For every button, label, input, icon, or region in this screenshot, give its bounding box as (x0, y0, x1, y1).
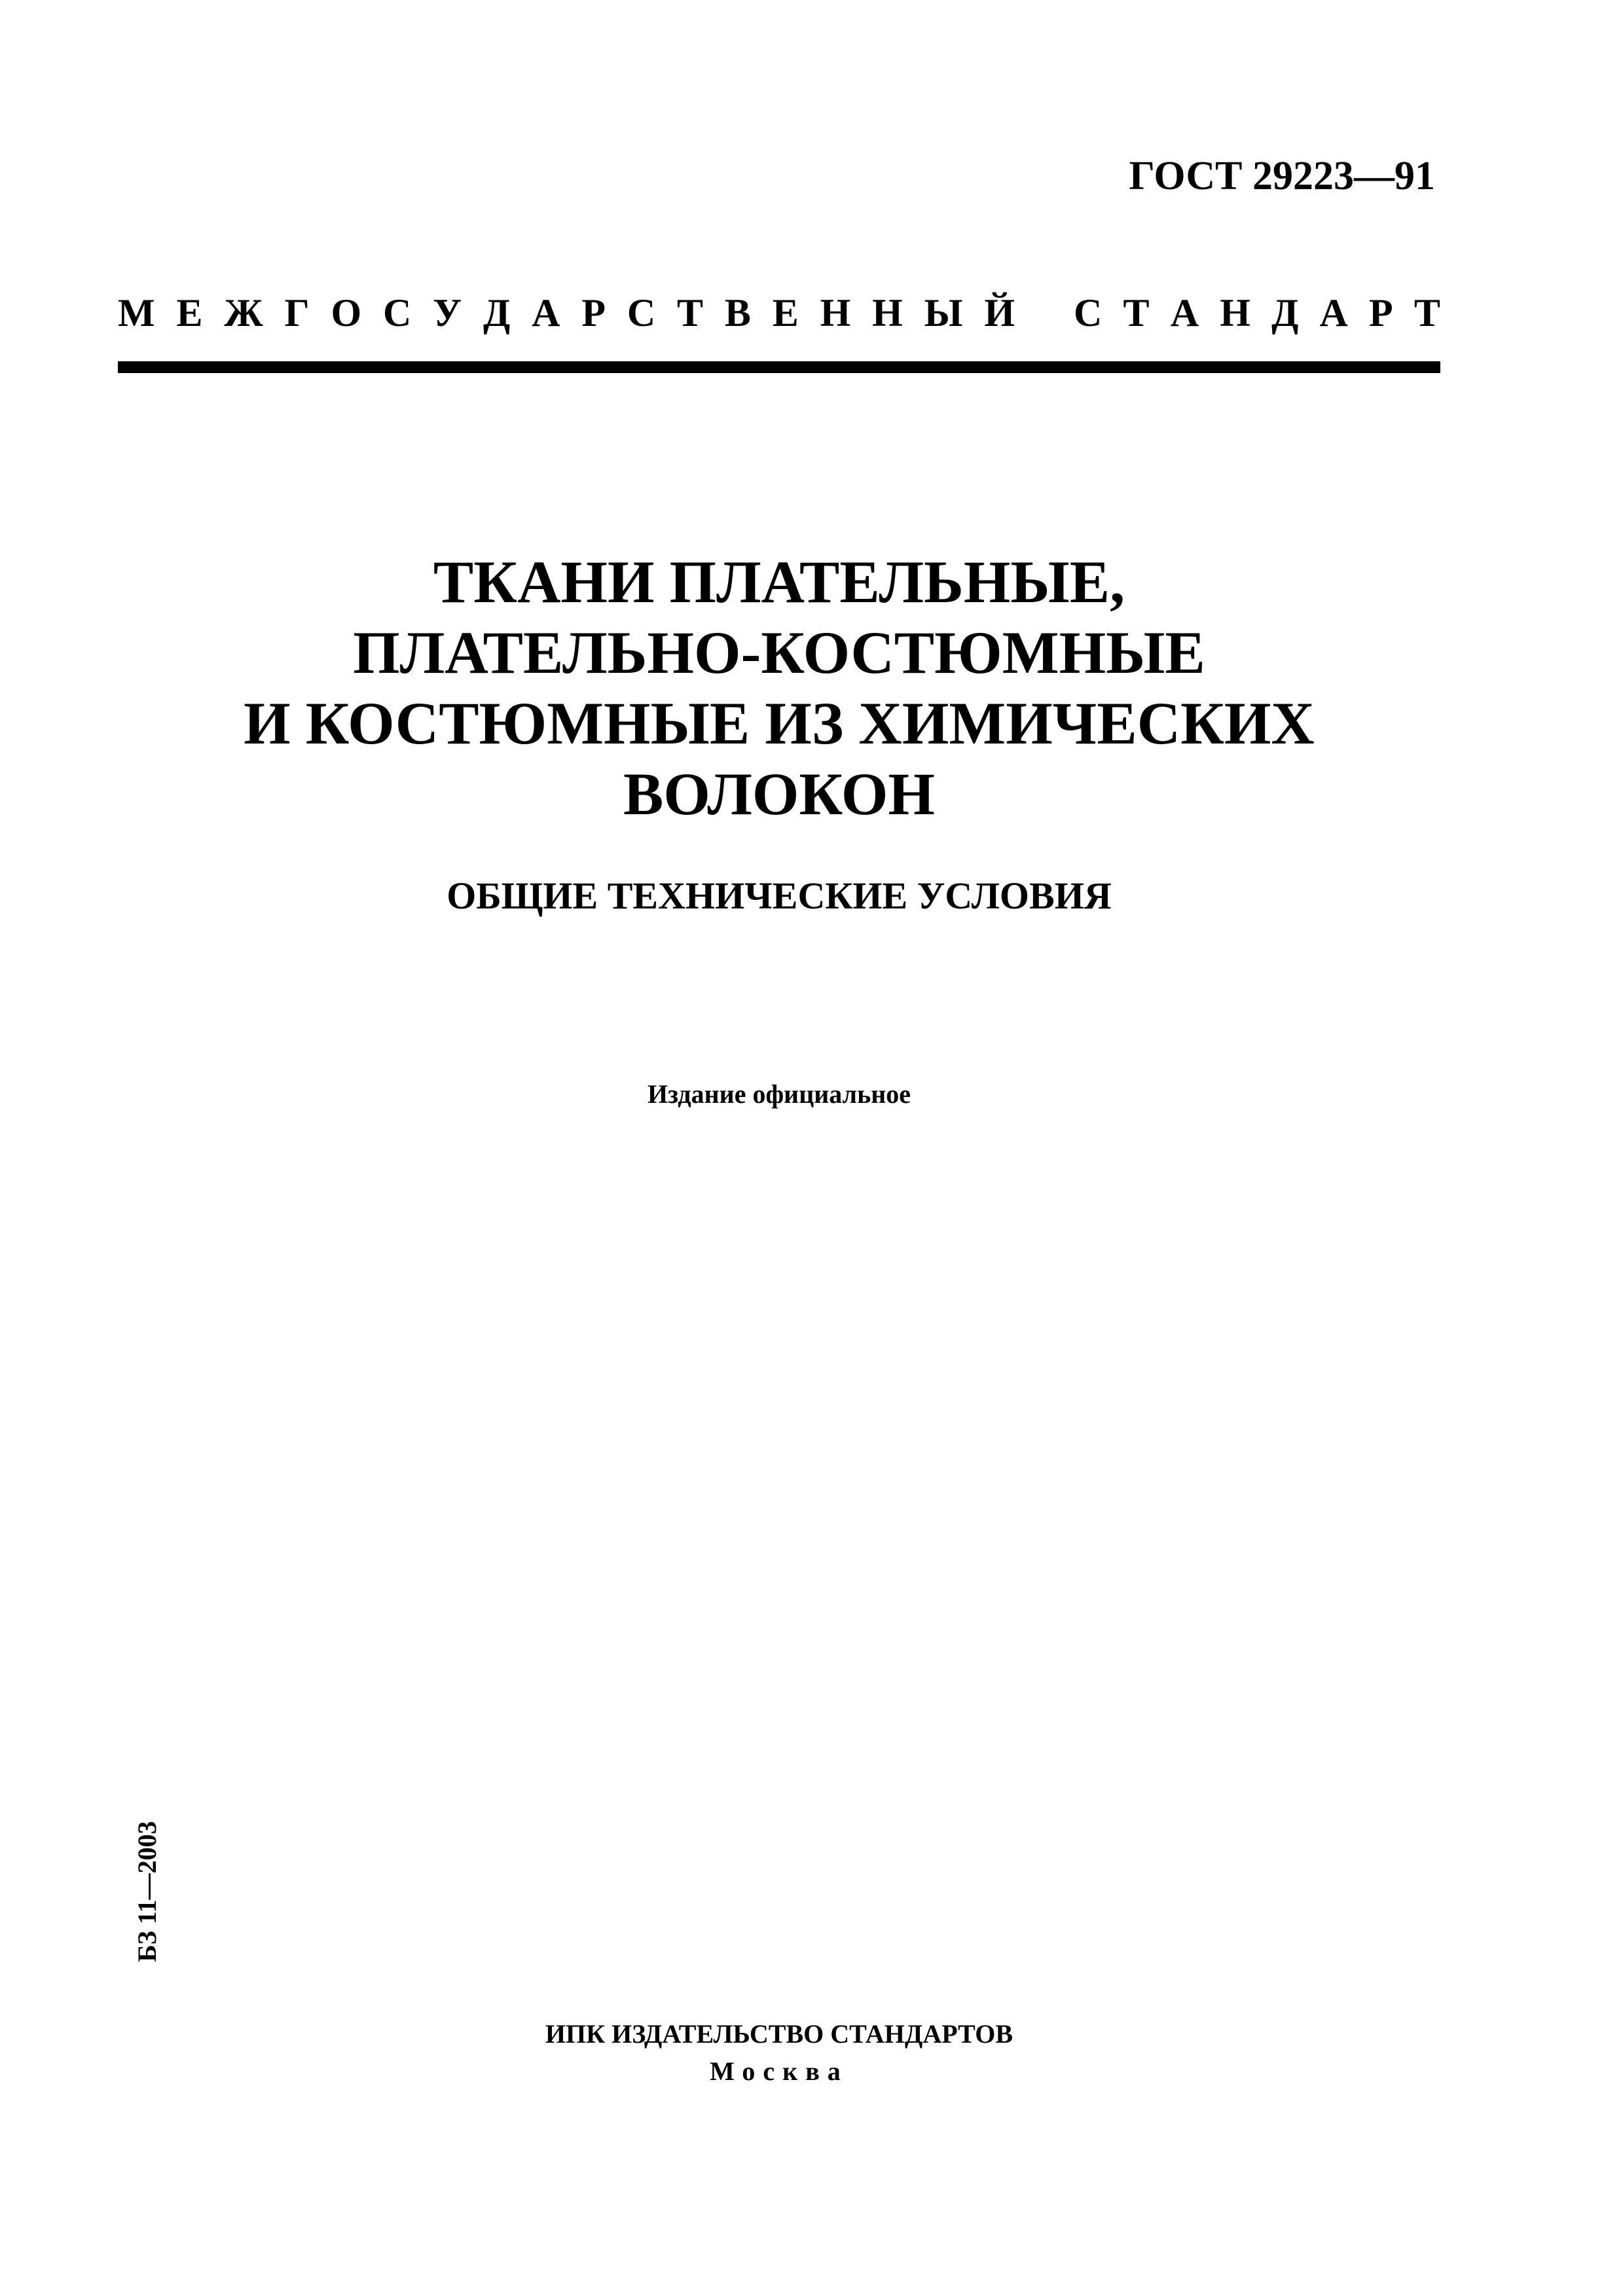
category-letter: М (118, 291, 155, 334)
category-letter: Т (1123, 291, 1150, 334)
category-letter: Р (581, 291, 606, 334)
category-letter: Д (1271, 291, 1299, 334)
publisher-name: ИПК ИЗДАТЕЛЬСТВО СТАНДАРТОВ (545, 2019, 1013, 2049)
category-letter: Е (772, 291, 799, 334)
category-letter: Е (176, 291, 203, 334)
category-letter: Р (1369, 291, 1393, 334)
category-letter: С (627, 291, 656, 334)
category-letter: А (1170, 291, 1199, 334)
side-code-text: БЗ 11—2003 (132, 1821, 162, 1962)
edition-note: Издание официальное (647, 1079, 911, 1109)
title-line-3: И КОСТЮМНЫЕ ИЗ ХИМИЧЕСКИХ (244, 690, 1315, 757)
category-letter: У (433, 291, 462, 334)
title-line-1: ТКАНИ ПЛАТЕЛЬНЫЕ, (433, 548, 1125, 615)
document-title (118, 547, 1440, 829)
category-word-standard (1074, 293, 1440, 332)
category-letter: А (532, 291, 560, 334)
document-subtitle: ОБЩИЕ ТЕХНИЧЕСКИЕ УСЛОВИЯ (447, 874, 1112, 917)
standard-designation: ГОСТ 29223—91 (1129, 154, 1435, 198)
category-letter: А (1319, 291, 1348, 334)
category-letter: Д (483, 291, 511, 334)
category-letter: С (1074, 291, 1103, 334)
publisher-city: Москва (710, 2056, 848, 2086)
category-letter: Ы (924, 291, 963, 334)
category-word-interstate (118, 293, 1015, 332)
category-letter: Н (820, 291, 851, 334)
category-letter: Й (984, 291, 1015, 334)
title-line-4: ВОЛОКОН (623, 761, 935, 827)
category-letter: Ж (224, 291, 263, 334)
standard-category (118, 293, 1440, 332)
category-letter: В (724, 291, 751, 334)
title-line-2: ПЛАТЕЛЬНО-КОСТЮМНЫЕ (353, 619, 1205, 686)
category-letter: Н (872, 291, 903, 334)
category-letter: Т (1413, 291, 1440, 334)
category-letter: С (383, 291, 412, 334)
category-letter: Н (1220, 291, 1250, 334)
category-letter: О (331, 291, 362, 334)
category-letter: Г (284, 291, 310, 334)
header-divider-rule (118, 361, 1440, 373)
category-letter: Т (676, 291, 704, 334)
